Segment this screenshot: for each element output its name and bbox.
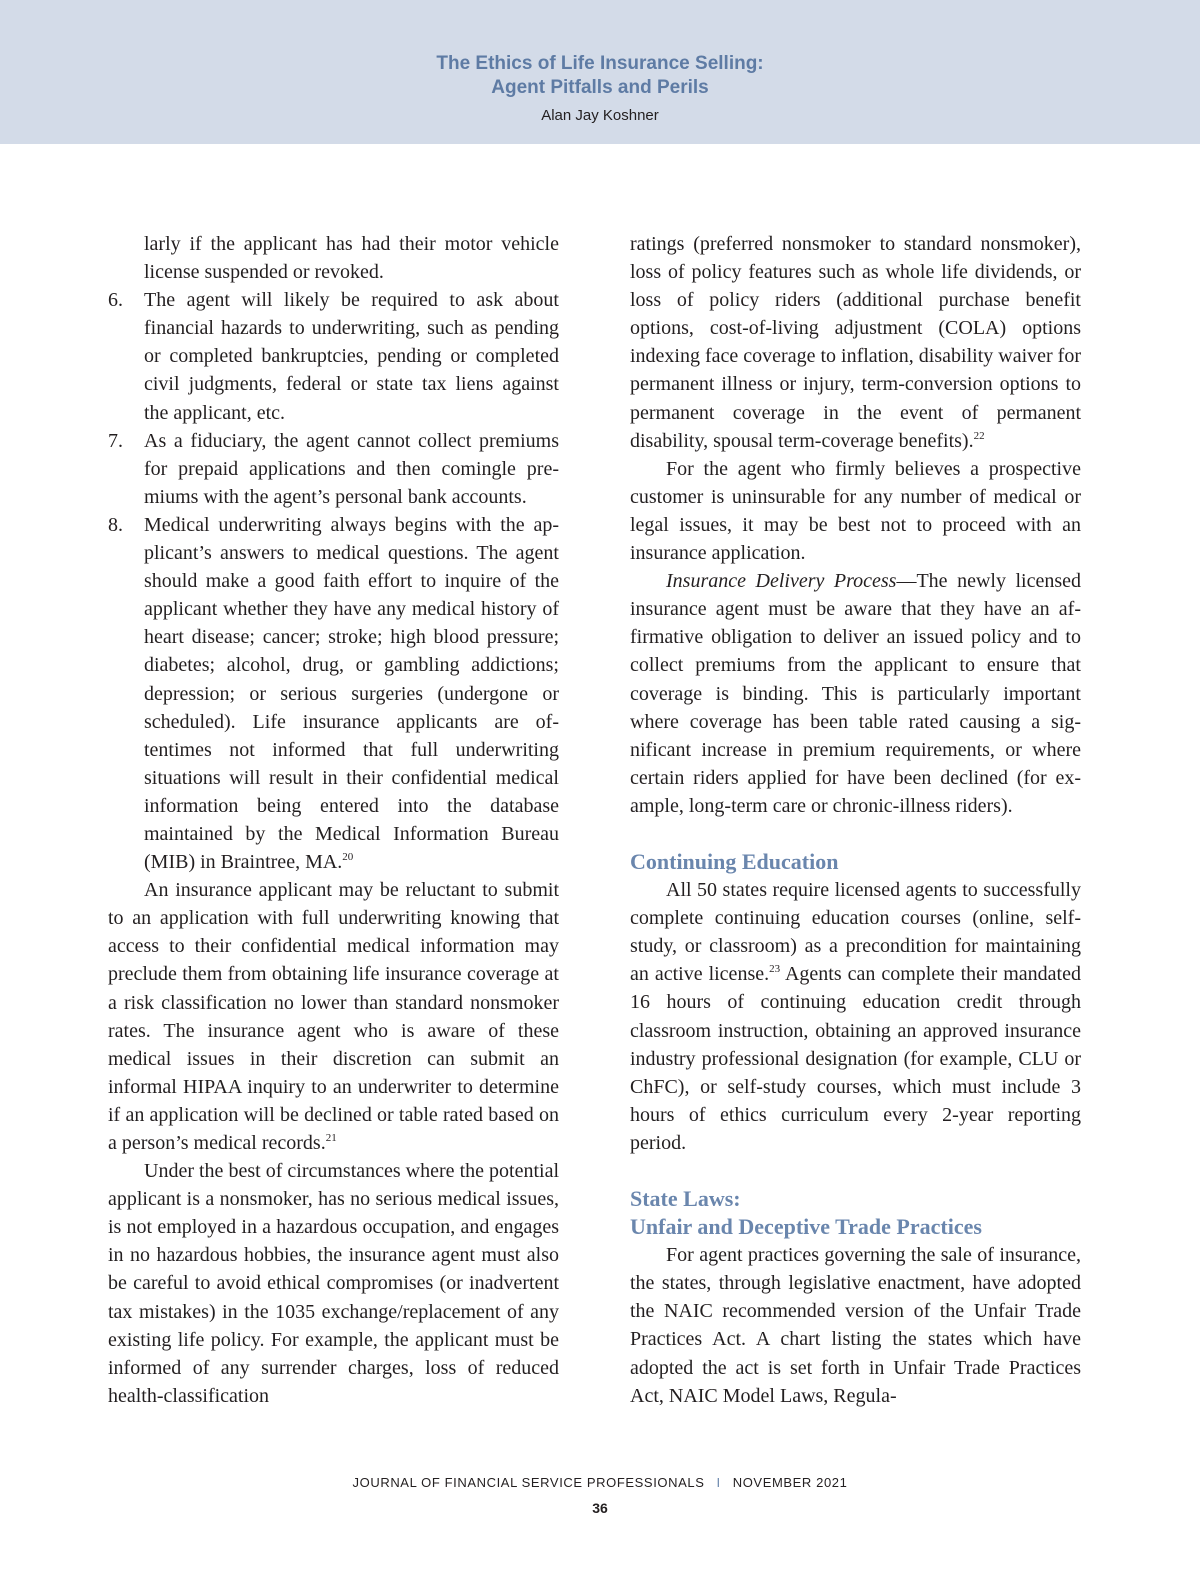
continued-list-text: larly if the applicant has had their motor vehicle license suspended or revoked. [144,233,559,284]
section-heading-line1: State Laws: [630,1186,741,1211]
footer-separator: I [716,1475,721,1490]
run-in-heading: Insurance Delivery Process [666,570,897,593]
list-item [108,427,559,511]
section-heading-state-laws [630,1185,1081,1241]
footnote-ref: 21 [325,1132,337,1144]
paragraph-text: Agents can complete their mandated 16 hours of continuing education credit through classroom instruction, obtaining an approved insurance industry professional designation (for example, CLU or ChFC), or self-study courses, which must include 3 hours of ethics curriculum every 2-year reporting period. [630,963,1081,1154]
body-paragraph [630,876,1081,1157]
list-item [108,511,559,876]
section-heading-continuing-education: Continuing Education [630,848,839,874]
right-column [630,230,1081,1410]
paragraph-text: An insurance applicant may be reluctant to submit to an application with full underwriting knowing that access to their confidential medical information may preclude them from obtaining life insurance coverage at a risk classification no lower than standard nonsmoker rates. The insurance agent who is aware of these medical issues in their discretion can submit an informal HIPAA inquiry to an underwriter to determine if an application will be declined or table rated based on a person’s medical records. [108,879,559,1154]
body-paragraph: Under the best of circumstances where the potential applicant is a nonsmoker, has no serious medical issues, is not employed in a hazardous occupation, and engages in no hazardous hobbies, the insurance agent must also be careful to avoid ethical compromises (or inadvertent tax mistakes) in the 1035 exchange/replacement of any existing life policy. For example, the applicant must be informed of any surrender charges, loss of reduced health-classification [108,1160,559,1407]
list-item-text: As a fiduciary, the agent cannot collect premiums for prepaid applications and then comingle premiums with the agent’s personal bank accounts. [144,429,559,508]
article-title-line1: The Ethics of Life Insurance Selling: [436,53,764,74]
footnote-ref: 23 [769,963,781,976]
numbered-list [108,286,559,876]
issue-date: NOVEMBER 2021 [732,1475,848,1490]
list-item-text: Medical underwriting always begins with the applicant’s answers to medical questions. The agent should make a good faith effort to inquire of the applicant whether they have any medical history of heart disease; cancer; stroke; high blood pressure; diabetes; alcohol, drug, or gambling addictions; depression; or serious surgeries (undergone or scheduled). Life insurance applicants are oftentimes not informed that full underwriting situations will result in their confidential medical information being entered into the database maintained by the Medical Information Bureau (MIB) in Braintree, MA. [144,513,559,874]
page-number: 36 [592,1500,608,1516]
header-banner [0,0,1200,144]
journal-name: JOURNAL OF FINANCIAL SERVICE PROFESSIONALS [352,1475,705,1490]
footnote-ref: 22 [973,429,985,442]
section-heading-line2: Unfair and Deceptive Trade Practices [630,1214,982,1240]
body-paragraph: For the agent who firmly believes a prospective customer is uninsurable for any number of medical or legal issues, it may be best not to proceed with an insurance application. [630,457,1081,565]
paragraph-text: ratings (preferred nonsmoker to standard nonsmoker), loss of policy features such as whole life dividends, or loss of policy riders (additional purchase benefit options, cost-of-living adjustment (COLA) options indexing face coverage to inflation, disability waiver for permanent illness or injury, term-conversion options to permanent coverage in the event of permanent disability, spousal term-coverage benefits). [630,233,1081,452]
list-item-text: The agent will likely be required to ask about financial hazards to underwriting, such as pending or completed bankruptcies, pending or completed civil judgments, federal or state tax liens against the applicant, etc. [144,289,559,424]
article-author: Alan Jay Koshner [541,107,659,124]
footer-journal-line [0,1475,1200,1490]
list-item [108,286,559,426]
body-paragraph [108,876,559,1157]
body-paragraph [630,567,1081,820]
paragraph-text: —The newly licensed insurance agent must be aware that they have an affirmative obligation to deliver an issued policy and to collect premiums from the applicant to ensure that coverage is binding. This is particularly important where coverage has been table rated causing a significant increase in premium requirements, or where certain riders applied for have been declined (for example, long-term care or chronic-illness riders). [630,570,1081,817]
list-item-number: 6. [108,289,123,312]
footnote-ref: 20 [342,851,354,864]
paragraph-text: All 50 states require licensed agents to successfully complete continuing education courses (online, self-study, or classroom) as a precondition for maintaining an active license. [630,879,1081,986]
article-title-line2: Agent Pitfalls and Perils [491,77,709,98]
list-item-number: 7. [108,429,123,452]
left-column [108,230,559,1410]
body-paragraph [630,230,1081,455]
list-item-number: 8. [108,513,123,536]
body-paragraph: For agent practices governing the sale of insurance, the states, through legislative enactment, have adopted the NAIC recommended version of the Unfair Trade Practices Act. A chart listing the states which have adopted the act is set forth in Unfair Trade Practices Act, NAIC Model Laws, Regula- [630,1244,1081,1407]
